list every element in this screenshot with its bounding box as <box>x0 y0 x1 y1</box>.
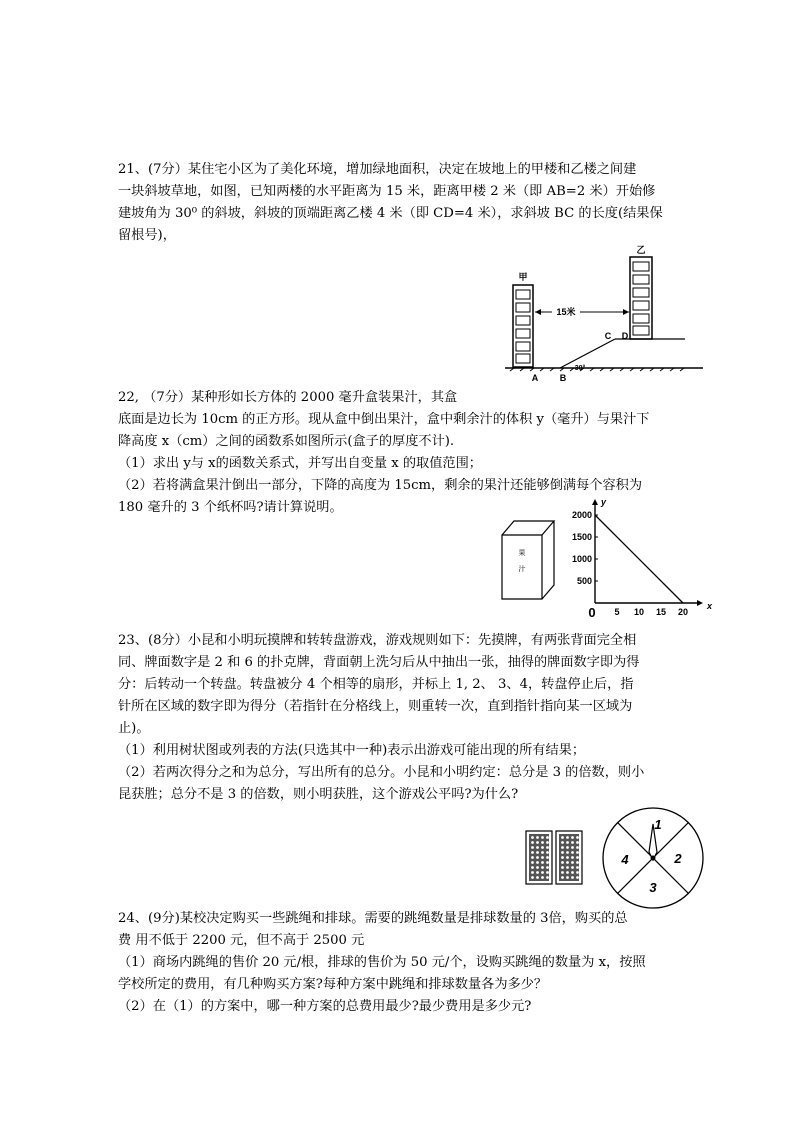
q22-function-graph <box>560 495 713 620</box>
y-tick-label-1500: 1500 <box>571 532 592 542</box>
q21-line-1: 21、(7分）某住宅小区为了美化环境，增加绿地面积，决定在坡地上的甲楼和乙楼之间建 <box>118 162 637 177</box>
q22-line-4: （1）求出 y与 x的函数关系式，并写出自变量 x 的取值范围； <box>118 456 482 471</box>
q21-buildings-figure <box>505 240 710 385</box>
q24-line-5: （2）在（1）的方案中，哪一种方案的总费用最少?最少费用是多少元? <box>118 999 532 1014</box>
q24-line-1: 24、(9分)某校决定购买一些跳绳和排球。需要的跳绳数量是排球数量的 3倍，购买的总 <box>118 911 628 926</box>
x-axis-label: x <box>707 601 713 611</box>
playing-cards-figure <box>525 830 587 886</box>
q23-line-8: 昆获胜；总分不是 3 的倍数，则小明获胜，这个游戏公平吗?为什么? <box>118 787 519 802</box>
slope-line <box>560 339 615 368</box>
q22-line-3: 降高度 x（cm）之间的函数系如图所示(盒子的厚度不计). <box>118 434 455 449</box>
q23-line-1: 23、(8分）小昆和小明玩摸牌和转转盘游戏，游戏规则如下：先摸牌，有两张背面完全相 <box>118 633 637 648</box>
q22-line-5: （2）若将满盒果汁倒出一部分，下降的高度为 15cm，剩余的果汁还能够倒满每个容积为 <box>118 478 643 493</box>
label-d: D <box>621 331 629 341</box>
card-back-2 <box>556 831 582 884</box>
q22-line-6: 180 毫升的 3 个纸杯吗?请计算说明。 <box>118 500 343 515</box>
y-axis-arrow <box>592 499 598 505</box>
distance-label: 15米 <box>556 307 576 317</box>
building-yi <box>630 257 652 339</box>
y-tick-label-2000: 2000 <box>571 510 592 520</box>
q21-line-3: 建坡角为 30⁰ 的斜坡，斜坡的顶端距离乙楼 4 米（即 CD=4 米），求斜坡 BC 的长度(结果保 <box>118 206 663 221</box>
x-axis-arrow <box>697 600 703 606</box>
box-label-2: 汁 <box>518 566 526 573</box>
q23-line-4: 针所在区域的数字即为得分（若指针在分格线上，则重转一次，直到指针指向某一区域为 <box>118 699 633 714</box>
label-angle: 30° <box>574 365 586 372</box>
spinner-number-1: 1 <box>654 817 662 832</box>
q22-line-2: 底面是边长为 10cm 的正方形。现从盒中倒出果汁，盒中剩余汁的体积 y（毫升）与果汁下 <box>118 412 650 427</box>
graph-axes <box>592 497 713 611</box>
x-tick-label-20: 20 <box>677 607 689 617</box>
juice-box-figure <box>498 515 560 603</box>
x-tick-label-10: 10 <box>633 607 645 617</box>
label-a: A <box>531 373 539 383</box>
spinner-number-3: 3 <box>649 880 657 895</box>
card-back-1 <box>526 831 552 884</box>
y-tick-label-1000: 1000 <box>571 554 592 564</box>
y-axis-label: y <box>601 497 607 507</box>
y-tick-label-500: 500 <box>576 576 592 586</box>
q22-line-1: 22, （7分）某种形如长方体的 2000 毫升盒装果汁，其盒 <box>118 390 458 405</box>
spinner-number-2: 2 <box>674 851 682 866</box>
q23-line-7: （2）若两次得分之和为总分，写出所有的总分。小昆和小明约定：总分是 3 的倍数，则小 <box>118 765 645 780</box>
x-tick-label-15: 15 <box>655 607 667 617</box>
q24-line-2: 费 用不低于 2200 元，但不高于 2500 元 <box>118 933 365 948</box>
label-yi: 乙 <box>636 245 646 255</box>
q24-line-3: （1）商场内跳绳的售价 20 元/根，排球的售价为 50 元/个，设购买跳绳的数量为 x，按照 <box>118 955 646 970</box>
label-c: C <box>604 331 612 341</box>
q21-line-2: 一块斜坡草地，如图，已知两楼的水平距离为 15 米，距离甲楼 2 米（即 AB=2 米）开始修 <box>118 184 656 199</box>
origin-label: 0 <box>588 605 596 620</box>
spinner-figure <box>600 806 706 910</box>
series-line-0 <box>595 515 683 603</box>
label-jia: 甲 <box>518 272 528 282</box>
q23-line-3: 分：后转动一个转盘。转盘被分 4 个相等的扇形，并标上 1, 2、 3、4，转盘停止后，指 <box>118 677 634 692</box>
spinner-number-4: 4 <box>621 852 629 867</box>
x-tick-label-5: 5 <box>614 607 620 617</box>
q23-line-2: 同、牌面数字是 2 和 6 的扑克牌，背面朝上洗匀后从中抽出一张，抽得的牌面数字即为得 <box>118 655 640 670</box>
q21-line-4: 留根号)， <box>118 228 176 243</box>
building-jia <box>513 285 533 367</box>
graph-series <box>595 515 683 603</box>
q24-line-4: 学校所定的费用，有几种购买方案?每种方案中跳绳和排球数量各为多少？ <box>118 977 548 992</box>
label-b: B <box>559 373 567 383</box>
box-label-1: 果 <box>518 550 526 557</box>
q23-line-6: （1）利用树状图或列表的方法(只选其中一种)表示出游戏可能出现的所有结果； <box>118 743 586 758</box>
q23-line-5: 止)。 <box>118 721 150 736</box>
